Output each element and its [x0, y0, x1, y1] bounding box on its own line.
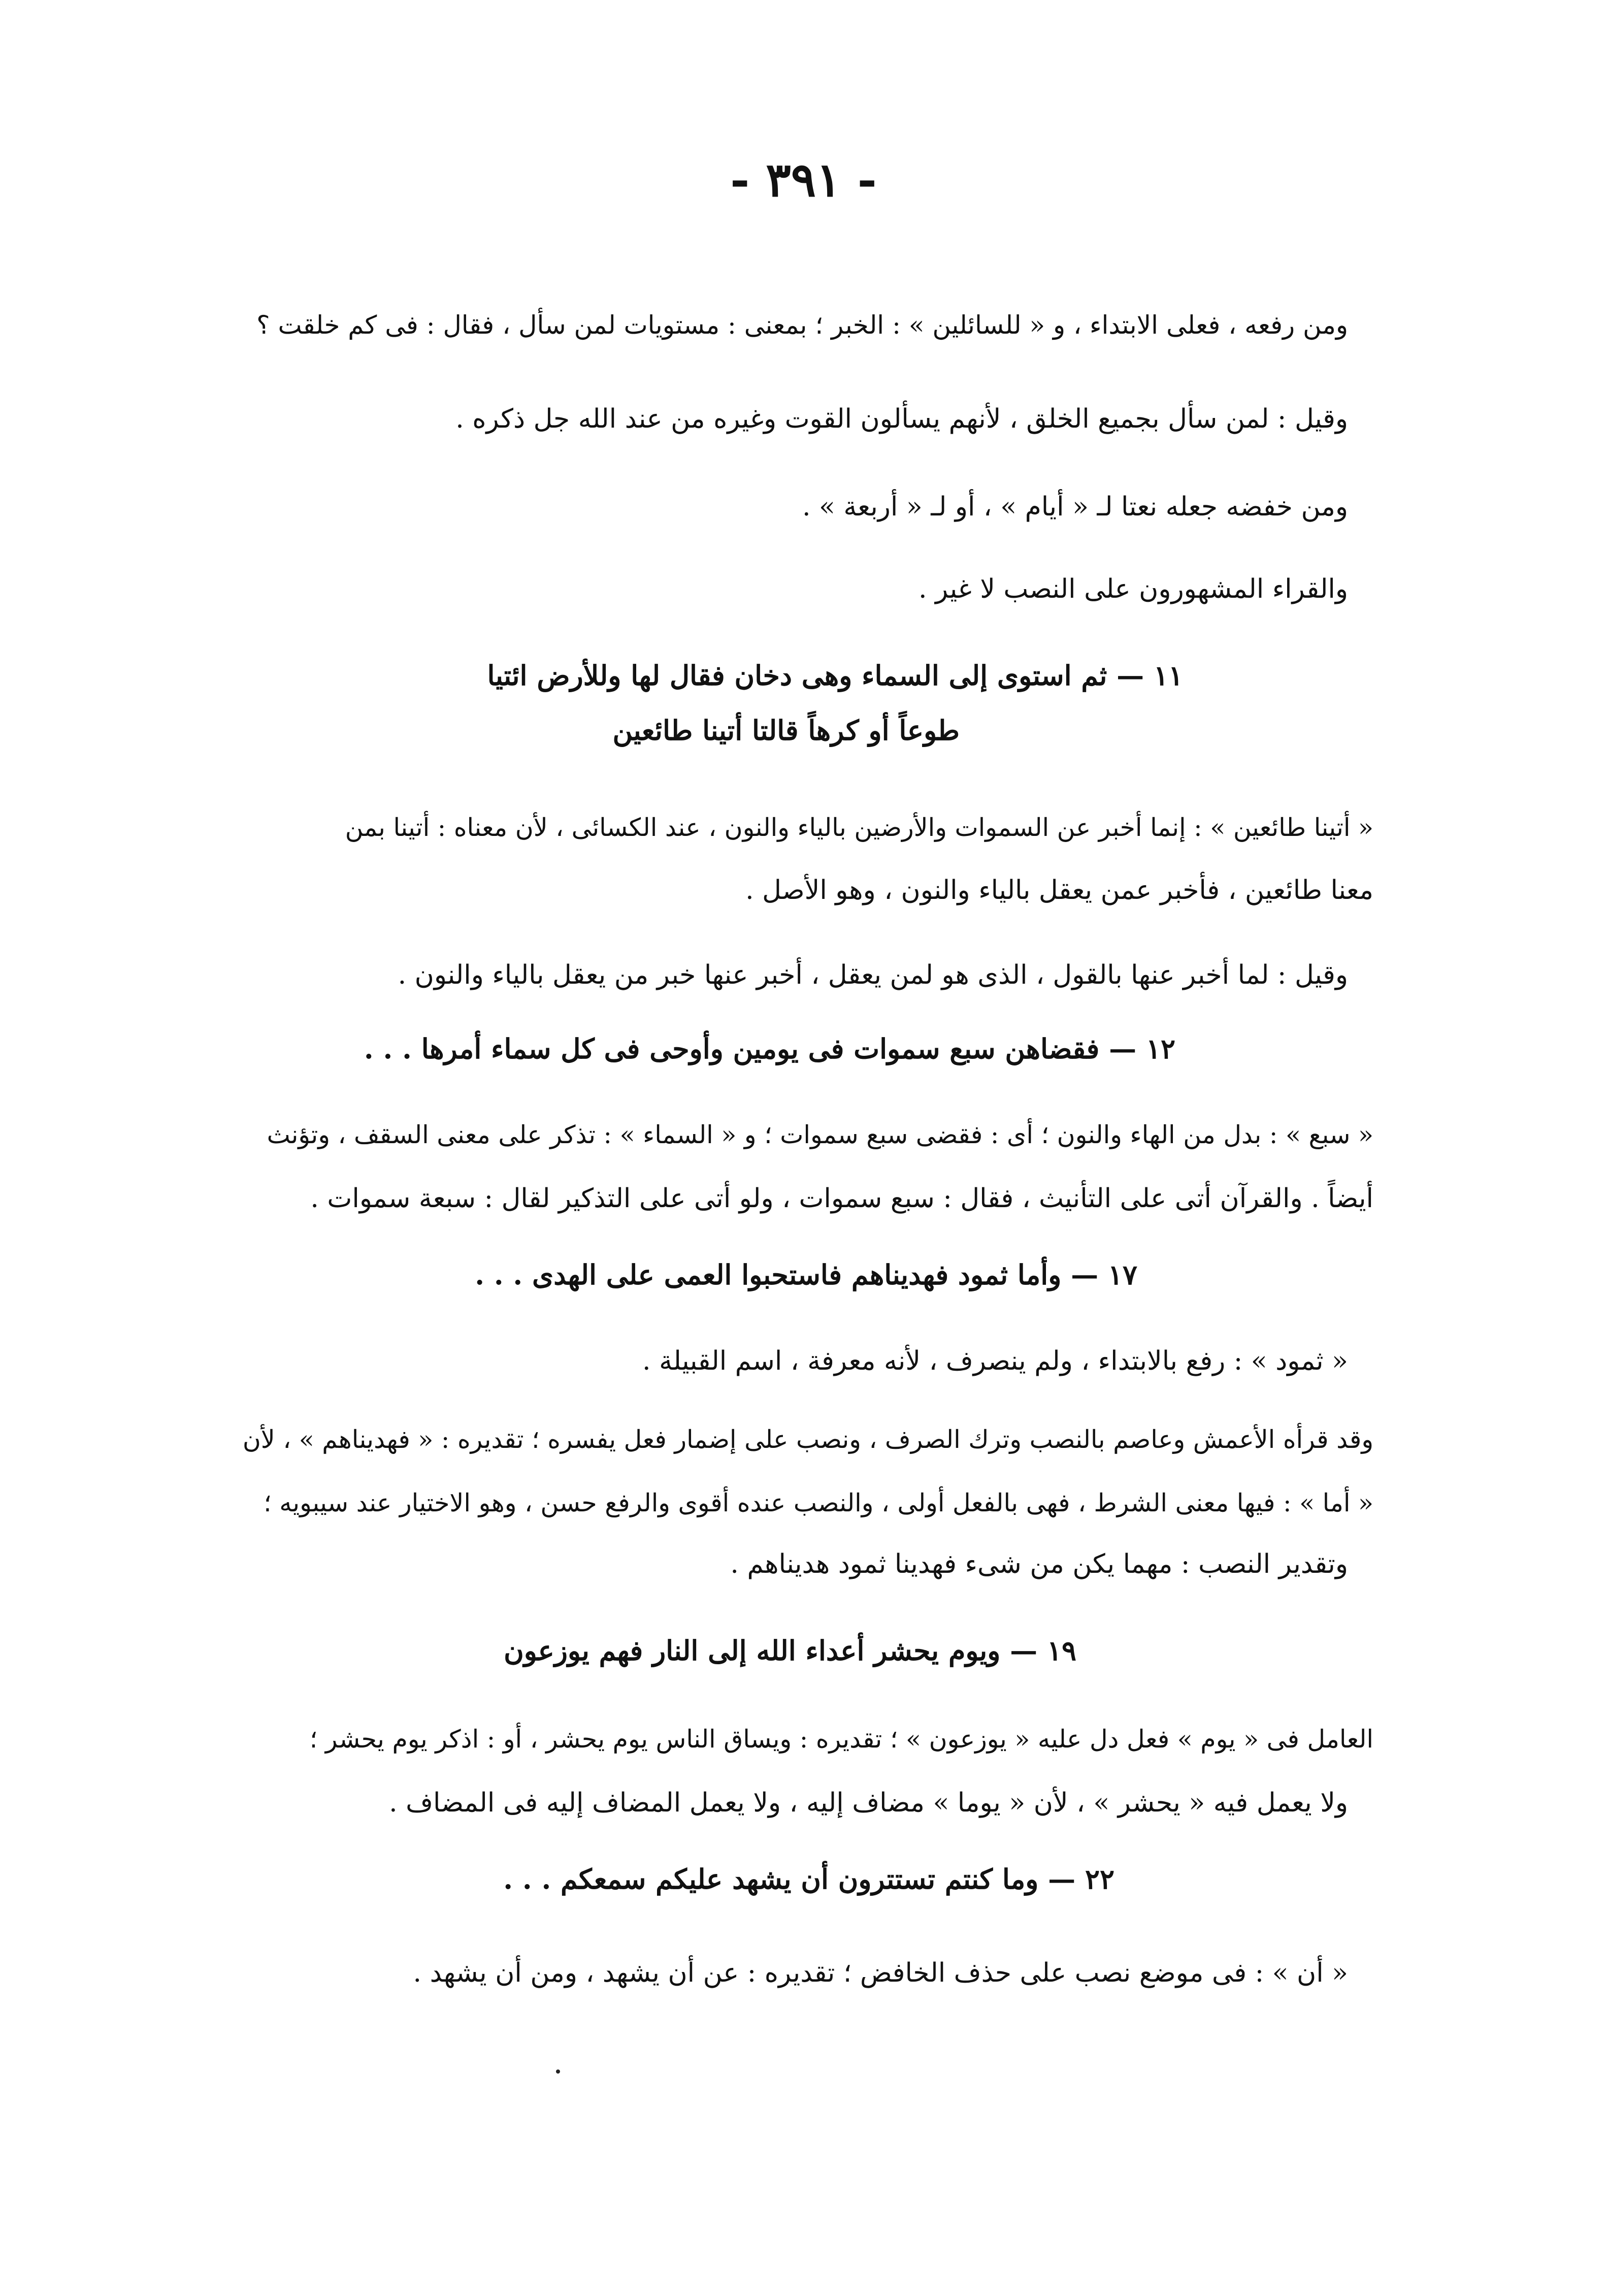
commentary-line: « ثمود » : رفع بالابتداء ، ولم ينصرف ، لأنه معرفة ، اسم القبيلة . [642, 1346, 1348, 1376]
verse-line: ١٧ — وأما ثمود فهديناهم فاستحبوا العمى على الهدى . . . [475, 1258, 1137, 1291]
verse-line: طوعاً أو كرهاً قالتا أتينا طائعين [612, 714, 960, 747]
commentary-line: ولا يعمل فيه « يحشر » ، لأن « يوما » مضاف إليه ، ولا يعمل المضاف إليه فى المضاف . [389, 1788, 1348, 1818]
verse-line: ١١ — ثم استوى إلى السماء وهى دخان فقال لها وللأرض ائتيا [487, 659, 1183, 692]
commentary-line: وقد قرأه الأعمش وعاصم بالنصب وترك الصرف ، ونصب على إضمار فعل يفسره ؛ تقديره : « فهديناهم » ، لأن [242, 1425, 1373, 1454]
commentary-line: وتقدير النصب : مهما يكن من شىء فهدينا ثمود هديناهم . [730, 1549, 1348, 1579]
commentary-line: « أن » : فى موضع نصب على حذف الخافض ؛ تقديره : عن أن يشهد ، ومن أن يشهد . [413, 1958, 1348, 1988]
commentary-line: « أما » : فيها معنى الشرط ، فهى بالفعل أولى ، والنصب عنده أقوى والرفع حسن ، وهو الاختيار عند سيبويه ؛ [264, 1489, 1373, 1517]
commentary-line: والقراء المشهورون على النصب لا غير . [919, 574, 1348, 604]
commentary-line: وقيل : لمن سأل بجميع الخلق ، لأنهم يسألون القوت وغيره من عند الله جل ذكره . [455, 404, 1348, 434]
commentary-line: « سبع » : بدل من الهاء والنون ؛ أى : فقضى سبع سموات ؛ و « السماء » : تذكر على معنى السقف ، وتؤنث [267, 1120, 1373, 1149]
commentary-line: ومن رفعه ، فعلى الابتداء ، و « للسائلين » : الخبر ؛ بمعنى : مستويات لمن سأل ، فقال : فى كم خلقت ؟ [256, 310, 1348, 340]
commentary-line: العامل فى « يوم » فعل دل عليه « يوزعون » ؛ تقديره : ويساق الناس يوم يحشر ، أو : اذكر يوم يحشر ؛ [309, 1725, 1373, 1754]
verse-line: ١٢ — فقضاهن سبع سموات فى يومين وأوحى فى كل سماء أمرها . . . [364, 1032, 1175, 1065]
page-number: - ٣٩١ - [730, 152, 877, 207]
commentary-line: معنا طائعين ، فأخبر عمن يعقل بالياء والنون ، وهو الأصل . [745, 875, 1373, 906]
scan-speck [556, 2069, 560, 2074]
commentary-line: « أتينا طائعين » : إنما أخبر عن السموات والأرضين بالياء والنون ، عند الكسائى ، لأن معناه : أتينا بمن [345, 813, 1373, 842]
commentary-line: ومن خفضه جعله نعتا لـ « أيام » ، أو لـ « أربعة » . [802, 492, 1348, 522]
verse-line: ٢٢ — وما كنتم تستترون أن يشهد عليكم سمعكم . . . [503, 1863, 1114, 1895]
verse-line: ١٩ — ويوم يحشر أعداء الله إلى النار فهم يوزعون [504, 1634, 1076, 1667]
commentary-line: وقيل : لما أخبر عنها بالقول ، الذى هو لمن يعقل ، أخبر عنها خبر من يعقل بالياء والنون . [398, 960, 1348, 990]
commentary-line: أيضاً . والقرآن أتى على التأنيث ، فقال : سبع سموات ، ولو أتى على التذكير لقال : سبعة سموات . [310, 1183, 1373, 1214]
